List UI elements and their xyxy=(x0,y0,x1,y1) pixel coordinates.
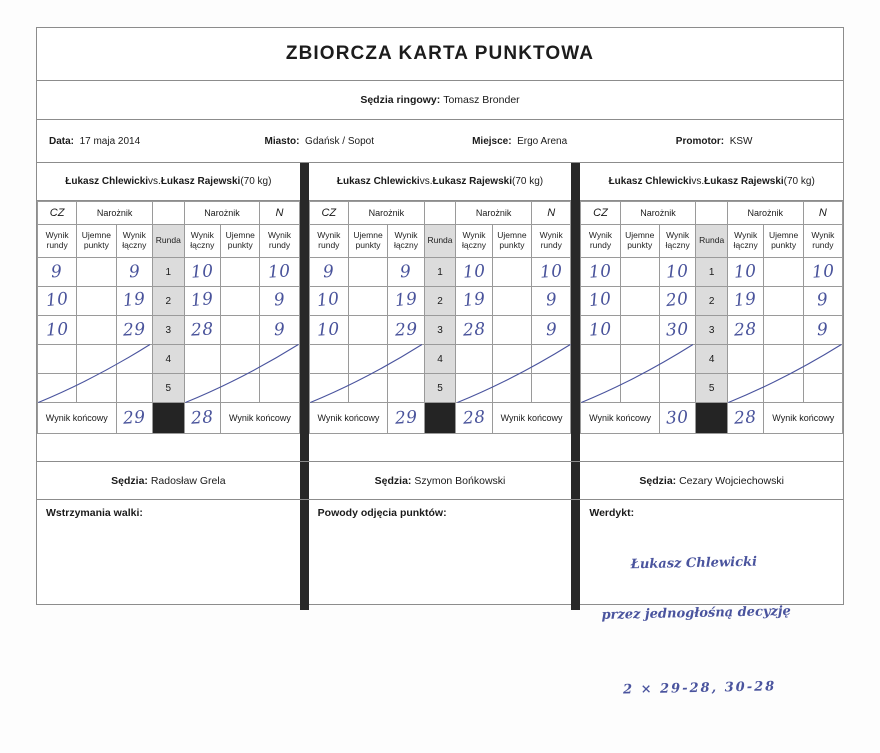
judge-label: Sędzia: xyxy=(111,474,148,487)
cell-n-round-result[interactable]: 9 xyxy=(803,316,842,345)
header-n-negative-points: Ujemne punkty xyxy=(221,225,260,258)
score-row xyxy=(309,316,571,345)
header-runda: Runda xyxy=(153,225,184,258)
header-cz-round-result: Wynik rundy xyxy=(38,225,77,258)
cell-cz-round-result[interactable]: 10 xyxy=(309,287,348,316)
city-value: Gdańsk / Sopot xyxy=(305,135,374,147)
score-row xyxy=(38,287,300,316)
cell-final-n[interactable]: 28 xyxy=(456,403,493,434)
n-header: N xyxy=(803,202,842,225)
score-row xyxy=(581,316,843,345)
score-row xyxy=(38,374,300,403)
notes-row xyxy=(37,500,843,698)
n-header: N xyxy=(532,202,571,225)
cell-runda-number: 2 xyxy=(424,287,455,316)
runda-corner-spacer xyxy=(424,202,455,225)
cz-header: CZ xyxy=(309,202,348,225)
promoter-value: KSW xyxy=(729,135,753,147)
score-row xyxy=(581,287,843,316)
corner-left-header: Narożnik xyxy=(348,202,424,225)
cell-runda-number: 1 xyxy=(153,258,184,287)
cell-n-negative-points[interactable] xyxy=(492,345,531,374)
cell-cz-negative-points[interactable] xyxy=(77,258,116,287)
cell-cz-negative-points[interactable] xyxy=(348,316,387,345)
judge-name-cell-3 xyxy=(580,462,843,499)
info-promoter xyxy=(672,136,843,147)
referee-name: Tomasz Bronder xyxy=(443,94,520,106)
final-black-block xyxy=(424,403,455,434)
cell-cz-round-result[interactable] xyxy=(38,345,77,374)
cell-n-negative-points[interactable] xyxy=(764,287,803,316)
judge-panel-2 xyxy=(309,163,572,461)
cell-n-total[interactable] xyxy=(184,374,221,403)
cz-header: CZ xyxy=(38,202,77,225)
cell-n-total[interactable]: 19 xyxy=(456,287,493,316)
cell-cz-negative-points[interactable] xyxy=(348,345,387,374)
info-date xyxy=(37,136,260,147)
cell-cz-total[interactable] xyxy=(659,374,696,403)
vs-label: vs. xyxy=(148,176,161,187)
corner-header-row xyxy=(38,202,300,225)
cell-n-round-result[interactable]: 9 xyxy=(532,316,571,345)
corner-left-header: Narożnik xyxy=(77,202,153,225)
cell-cz-total[interactable] xyxy=(388,345,425,374)
final-label-left: Wynik końcowy xyxy=(581,403,660,434)
cell-cz-negative-points[interactable] xyxy=(77,287,116,316)
stoppages-label: Wstrzymania walki: xyxy=(46,507,143,519)
verdict-label: Werdykt: xyxy=(589,507,635,519)
header-cz-round-result: Wynik rundy xyxy=(309,225,348,258)
scorecard-sheet xyxy=(36,27,844,698)
verdict-line-2: przez jednogłośną decyzję xyxy=(601,603,792,623)
fight-title xyxy=(580,163,843,201)
panel-separator-bar xyxy=(300,500,309,610)
final-label-right: Wynik końcowy xyxy=(221,403,300,434)
date-label: Data: xyxy=(49,135,75,147)
cell-cz-round-result[interactable]: 9 xyxy=(309,258,348,287)
final-score-row xyxy=(581,403,843,434)
fighter-blue: Łukasz Rajewski xyxy=(704,176,784,187)
cell-cz-total[interactable]: 29 xyxy=(116,316,153,345)
weight-class: (70 kg) xyxy=(511,176,544,187)
cell-n-total[interactable]: 10 xyxy=(727,258,764,287)
cell-n-total[interactable]: 19 xyxy=(184,287,221,316)
cell-runda-number: 4 xyxy=(696,345,727,374)
deductions-label: Powody odjęcia punktów: xyxy=(317,507,447,519)
panel-separator-bar xyxy=(571,462,580,499)
final-label-right: Wynik końcowy xyxy=(492,403,571,434)
cell-cz-round-result[interactable]: 10 xyxy=(38,287,77,316)
note-stoppages xyxy=(37,500,300,610)
score-row xyxy=(309,258,571,287)
header-cz-total: Wynik łączny xyxy=(116,225,153,258)
corner-header-row xyxy=(309,202,571,225)
cell-n-total[interactable]: 10 xyxy=(184,258,221,287)
judge-panels xyxy=(37,163,843,462)
score-row xyxy=(309,287,571,316)
column-header-row xyxy=(581,225,843,258)
final-black-block xyxy=(153,403,184,434)
note-verdict xyxy=(580,500,843,698)
cell-cz-round-result[interactable] xyxy=(581,374,620,403)
panel-separator-bar xyxy=(300,163,309,461)
cell-n-negative-points[interactable] xyxy=(764,374,803,403)
weight-class: (70 kg) xyxy=(783,176,815,187)
cell-cz-total[interactable]: 10 xyxy=(659,258,696,287)
cell-n-total[interactable]: 19 xyxy=(727,287,764,316)
title-bar xyxy=(37,28,843,81)
final-label-left: Wynik końcowy xyxy=(309,403,388,434)
cell-cz-negative-points[interactable] xyxy=(348,258,387,287)
judge-name-cell-1 xyxy=(37,462,300,499)
info-venue xyxy=(468,136,672,147)
cell-n-round-result[interactable] xyxy=(803,345,842,374)
cell-cz-negative-points[interactable] xyxy=(620,374,659,403)
cell-n-round-result[interactable] xyxy=(803,374,842,403)
cell-cz-total[interactable] xyxy=(388,374,425,403)
score-row xyxy=(38,258,300,287)
cell-cz-negative-points[interactable] xyxy=(348,374,387,403)
weight-class: (70 kg) xyxy=(240,176,272,187)
fighter-red: Łukasz Chlewicki xyxy=(336,176,420,187)
cell-n-total[interactable]: 10 xyxy=(456,258,493,287)
score-row xyxy=(581,258,843,287)
cell-cz-total[interactable]: 9 xyxy=(388,258,425,287)
referee-bar xyxy=(37,81,843,120)
cell-cz-round-result[interactable]: 10 xyxy=(581,287,620,316)
cell-n-total[interactable]: 28 xyxy=(727,316,764,345)
cell-n-negative-points[interactable] xyxy=(492,316,531,345)
cell-cz-negative-points[interactable] xyxy=(348,287,387,316)
header-n-round-result: Wynik rundy xyxy=(532,225,571,258)
cell-n-round-result[interactable]: 9 xyxy=(803,287,842,316)
cell-cz-total[interactable]: 20 xyxy=(659,287,696,316)
final-score-row xyxy=(38,403,300,434)
cell-cz-total[interactable]: 30 xyxy=(659,316,696,345)
cell-n-negative-points[interactable] xyxy=(492,258,531,287)
header-runda: Runda xyxy=(696,225,727,258)
vs-label: vs. xyxy=(691,176,705,187)
cell-runda-number: 1 xyxy=(424,258,455,287)
cell-final-cz[interactable]: 29 xyxy=(116,403,153,434)
cell-cz-total[interactable] xyxy=(116,374,153,403)
cell-n-negative-points[interactable] xyxy=(764,345,803,374)
cell-cz-negative-points[interactable] xyxy=(620,345,659,374)
cell-final-n[interactable]: 28 xyxy=(727,403,764,434)
cell-n-total[interactable] xyxy=(727,374,764,403)
corner-right-header: Narożnik xyxy=(456,202,532,225)
referee-label: Sędzia ringowy: xyxy=(360,94,441,106)
cell-runda-number: 4 xyxy=(424,345,455,374)
cz-header: CZ xyxy=(581,202,620,225)
header-n-negative-points: Ujemne punkty xyxy=(764,225,803,258)
judge-panel-3 xyxy=(580,163,843,461)
cell-runda-number: 4 xyxy=(153,345,184,374)
cell-n-negative-points[interactable] xyxy=(221,258,260,287)
header-n-total: Wynik łączny xyxy=(727,225,764,258)
header-n-total: Wynik łączny xyxy=(184,225,221,258)
score-table xyxy=(37,201,300,434)
cell-n-total[interactable]: 28 xyxy=(184,316,221,345)
cell-n-round-result[interactable]: 10 xyxy=(803,258,842,287)
cell-cz-round-result[interactable]: 10 xyxy=(38,316,77,345)
corner-left-header: Narożnik xyxy=(620,202,696,225)
cell-cz-round-result[interactable]: 10 xyxy=(581,258,620,287)
score-table xyxy=(309,201,572,434)
column-header-row xyxy=(38,225,300,258)
header-cz-negative-points: Ujemne punkty xyxy=(77,225,116,258)
final-label-right: Wynik końcowy xyxy=(764,403,843,434)
header-n-round-result: Wynik rundy xyxy=(803,225,842,258)
cell-n-round-result[interactable] xyxy=(260,345,299,374)
cell-cz-total[interactable]: 29 xyxy=(388,316,425,345)
judge-panel-1 xyxy=(37,163,300,461)
date-value: 17 maja 2014 xyxy=(79,135,141,147)
cell-runda-number: 3 xyxy=(424,316,455,345)
fighter-blue: Łukasz Rajewski xyxy=(432,176,512,187)
score-row xyxy=(38,316,300,345)
panel-separator-bar xyxy=(571,500,580,610)
cell-final-cz[interactable]: 29 xyxy=(388,403,425,434)
judge-name: Szymon Bońkowski xyxy=(414,474,506,487)
cell-n-round-result[interactable]: 10 xyxy=(260,258,299,287)
judges-row xyxy=(37,462,843,500)
cell-n-negative-points[interactable] xyxy=(492,374,531,403)
cell-cz-negative-points[interactable] xyxy=(77,374,116,403)
column-header-row xyxy=(309,225,571,258)
header-n-round-result: Wynik rundy xyxy=(260,225,299,258)
judge-name-cell-2 xyxy=(309,462,572,499)
cell-n-negative-points[interactable] xyxy=(221,316,260,345)
note-deductions xyxy=(309,500,572,610)
cell-n-negative-points[interactable] xyxy=(764,258,803,287)
cell-runda-number: 3 xyxy=(696,316,727,345)
judge-name: Cezary Wojciechowski xyxy=(679,474,784,487)
score-row xyxy=(38,345,300,374)
final-label-left: Wynik końcowy xyxy=(38,403,117,434)
cell-runda-number: 3 xyxy=(153,316,184,345)
cell-runda-number: 5 xyxy=(696,374,727,403)
cell-n-total[interactable]: 28 xyxy=(456,316,493,345)
header-cz-round-result: Wynik rundy xyxy=(581,225,620,258)
judge-label: Sędzia: xyxy=(639,474,677,487)
info-city xyxy=(260,136,468,147)
cell-runda-number: 2 xyxy=(153,287,184,316)
vs-label: vs. xyxy=(419,176,433,187)
fight-title xyxy=(309,163,572,201)
venue-label: Miejsce: xyxy=(472,135,512,147)
n-header: N xyxy=(260,202,299,225)
cell-n-negative-points[interactable] xyxy=(492,287,531,316)
cell-n-round-result[interactable] xyxy=(260,374,299,403)
cell-cz-negative-points[interactable] xyxy=(620,258,659,287)
score-table xyxy=(580,201,843,434)
corner-header-row xyxy=(581,202,843,225)
cell-cz-total[interactable]: 9 xyxy=(116,258,153,287)
cell-n-round-result[interactable] xyxy=(532,345,571,374)
cell-cz-negative-points[interactable] xyxy=(77,345,116,374)
cell-runda-number: 2 xyxy=(696,287,727,316)
score-row xyxy=(581,345,843,374)
judge-name: Radosław Grela xyxy=(150,474,226,487)
cell-n-round-result[interactable]: 9 xyxy=(260,287,299,316)
venue-value: Ergo Arena xyxy=(517,135,568,147)
cell-n-total[interactable] xyxy=(184,345,221,374)
panel-separator-bar xyxy=(571,163,580,461)
final-black-block xyxy=(696,403,727,434)
header-cz-negative-points: Ujemne punkty xyxy=(620,225,659,258)
fighter-red: Łukasz Chlewicki xyxy=(65,176,149,187)
cell-cz-round-result[interactable] xyxy=(309,345,348,374)
cell-n-negative-points[interactable] xyxy=(764,316,803,345)
cell-cz-round-result[interactable] xyxy=(38,374,77,403)
fighter-red: Łukasz Chlewicki xyxy=(608,176,692,187)
cell-cz-negative-points[interactable] xyxy=(77,316,116,345)
cell-cz-total[interactable] xyxy=(659,345,696,374)
score-row xyxy=(309,374,571,403)
header-n-negative-points: Ujemne punkty xyxy=(492,225,531,258)
cell-cz-round-result[interactable]: 9 xyxy=(38,258,77,287)
final-score-row xyxy=(309,403,571,434)
cell-cz-total[interactable] xyxy=(116,345,153,374)
cell-cz-round-result[interactable]: 10 xyxy=(309,316,348,345)
cell-n-negative-points[interactable] xyxy=(221,345,260,374)
cell-cz-round-result[interactable]: 10 xyxy=(581,316,620,345)
cell-cz-total[interactable]: 19 xyxy=(116,287,153,316)
fighter-blue: Łukasz Rajewski xyxy=(160,176,241,187)
cell-runda-number: 5 xyxy=(153,374,184,403)
cell-runda-number: 5 xyxy=(424,374,455,403)
header-runda: Runda xyxy=(424,225,455,258)
cell-cz-negative-points[interactable] xyxy=(620,287,659,316)
runda-corner-spacer xyxy=(696,202,727,225)
promoter-label: Promotor: xyxy=(675,135,725,147)
header-cz-negative-points: Ujemne punkty xyxy=(348,225,387,258)
cell-n-negative-points[interactable] xyxy=(221,374,260,403)
cell-cz-round-result[interactable] xyxy=(581,345,620,374)
cell-cz-total[interactable]: 19 xyxy=(388,287,425,316)
corner-right-header: Narożnik xyxy=(184,202,260,225)
cell-cz-round-result[interactable] xyxy=(309,374,348,403)
score-row xyxy=(309,345,571,374)
cell-n-total[interactable] xyxy=(456,345,493,374)
cell-final-n[interactable]: 28 xyxy=(184,403,221,434)
page-title: ZBIORCZA KARTA PUNKTOWA xyxy=(285,43,595,64)
verdict-line-1: Łukasz Chlewicki xyxy=(630,554,758,573)
cell-n-round-result[interactable]: 9 xyxy=(532,287,571,316)
cell-n-round-result[interactable] xyxy=(532,374,571,403)
cell-final-cz[interactable]: 30 xyxy=(659,403,696,434)
judge-label: Sędzia: xyxy=(374,474,412,487)
cell-n-round-result[interactable]: 10 xyxy=(532,258,571,287)
city-label: Miasto: xyxy=(264,135,300,147)
runda-corner-spacer xyxy=(153,202,184,225)
verdict-handwriting xyxy=(594,524,794,753)
panel-separator-bar xyxy=(300,462,309,499)
corner-right-header: Narożnik xyxy=(727,202,803,225)
event-info-bar xyxy=(37,120,843,163)
score-row xyxy=(581,374,843,403)
verdict-line-3: 2 × 29-28, 30-28 xyxy=(623,679,777,698)
cell-n-total[interactable] xyxy=(727,345,764,374)
cell-n-round-result[interactable]: 9 xyxy=(260,316,299,345)
cell-cz-negative-points[interactable] xyxy=(620,316,659,345)
header-n-total: Wynik łączny xyxy=(456,225,493,258)
header-cz-total: Wynik łączny xyxy=(659,225,696,258)
cell-runda-number: 1 xyxy=(696,258,727,287)
cell-n-total[interactable] xyxy=(456,374,493,403)
header-cz-total: Wynik łączny xyxy=(388,225,425,258)
fight-title xyxy=(37,163,300,201)
cell-n-negative-points[interactable] xyxy=(221,287,260,316)
